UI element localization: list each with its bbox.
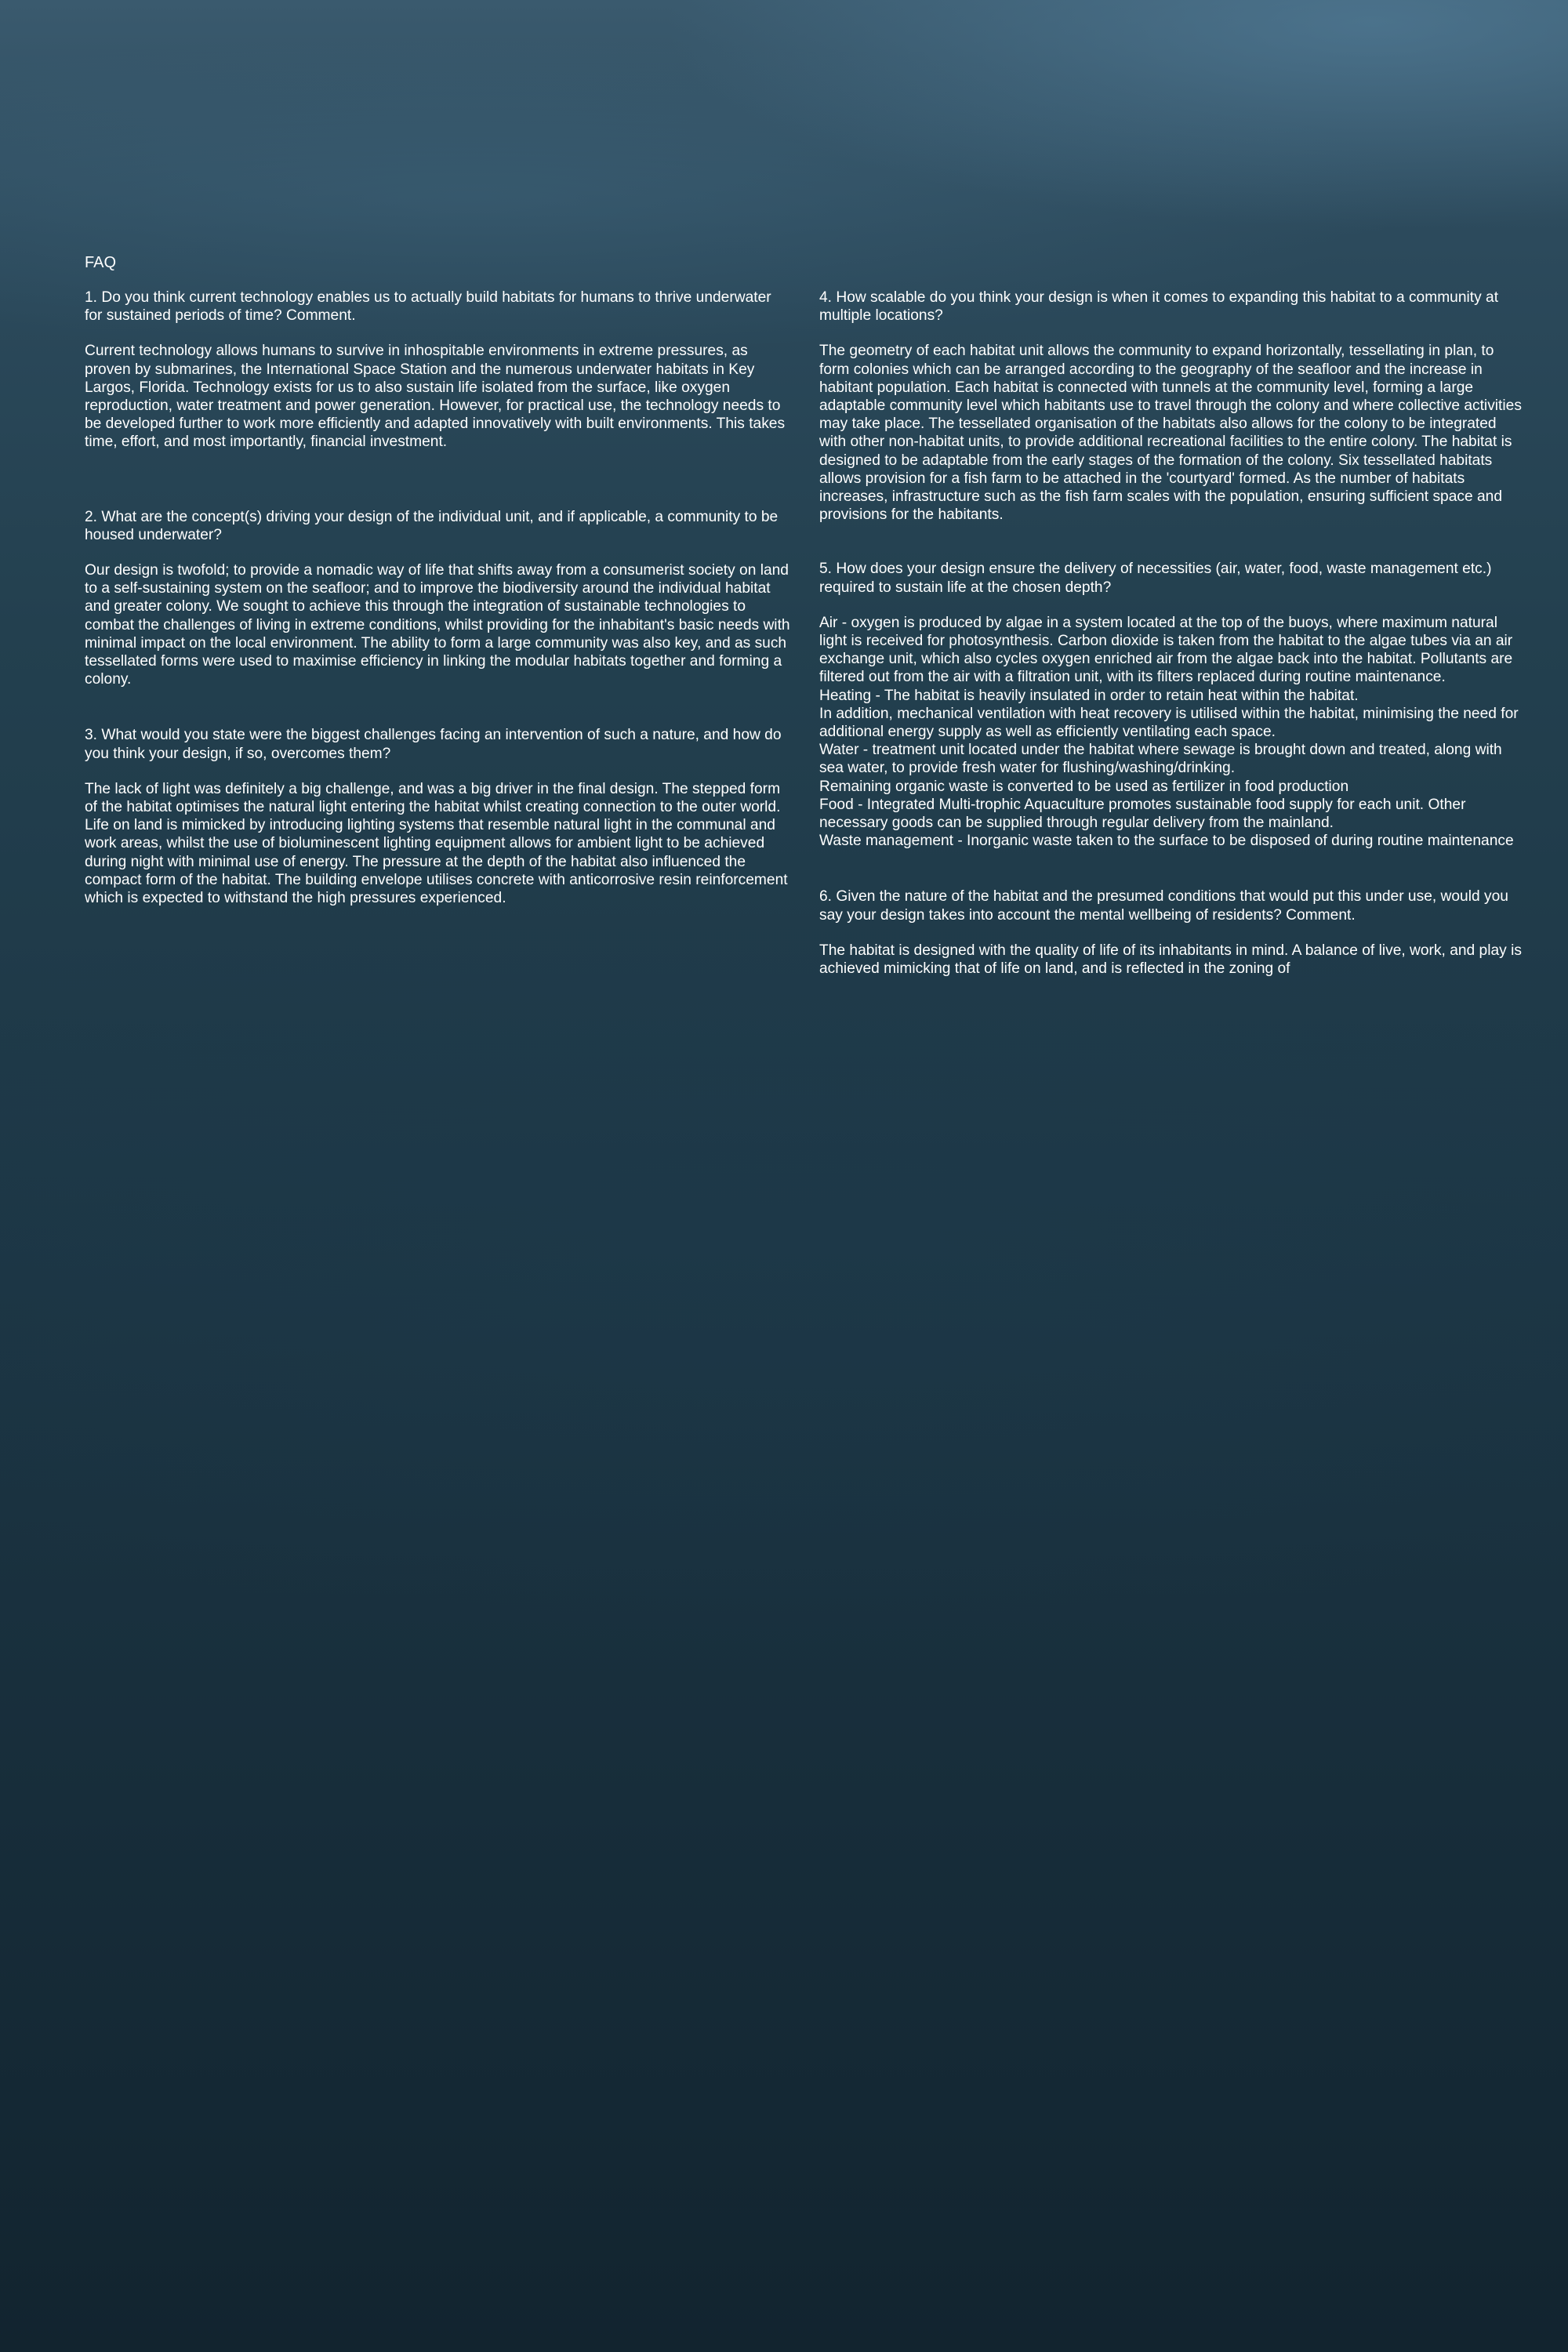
answer-5-ventilation: In addition, mechanical ventilation with heat recovery is utilised within the habitat, minimising the need for additional energy supply as well as efficiently ventilating each space. (819, 705, 1519, 741)
faq-column-left (85, 289, 790, 907)
faq-title: FAQ (85, 254, 117, 271)
faq-column-right (819, 289, 1525, 978)
faq-answer-4: The geometry of each habitat unit allows the community to expand horizontally, tessellating in plan, to form colonies which can be arranged according to the geography of the seafloor and the increase in habitant population. Each habitat is connected with tunnels at the community level, forming a large adaptable community level which habitants use to travel through the colony and where collective activities may take place. The tessellated organisation of the habitats also allows for the colony to be integrated with other non-habitat units, to provide additional recreational facilities to the entire colony. The habitat is designed to be adaptable from the early stages of the formation of the colony. Six tessellated habitats allows provision for a fish farm to be attached in the 'courtyard' formed. As the number of habitats increases, infrastructure such as the fish farm scales with the population, ensuring sufficient space and provisions for the habitants. (819, 343, 1522, 524)
faq-question-6: 6. Given the nature of the habitat and the presumed conditions that would put this under use, would you say your design takes into account the mental wellbeing of residents? Comment. (819, 888, 1508, 924)
faq-question-1: 1. Do you think current technology enables us to actually build habitats for humans to thrive underwater for sustained periods of time? Comment. (85, 289, 771, 325)
faq-item-3 (85, 726, 790, 907)
faq-question-4: 4. How scalable do you think your design is when it comes to expanding this habitat to a community at multiple locations? (819, 289, 1499, 325)
answer-5-heating: Heating - The habitat is heavily insulated in order to retain heat within the habitat. (819, 687, 1359, 704)
faq-question-2: 2. What are the concept(s) driving your design of the individual unit, and if applicable, a community to be housed underwater? (85, 508, 779, 543)
faq-question-3: 3. What would you state were the biggest challenges facing an intervention of such a nature, and how do you think your design, if so, overcomes them? (85, 727, 782, 762)
answer-5-organic-waste: Remaining organic waste is converted to be used as fertilizer in food production (819, 778, 1349, 795)
faq-answer-6: The habitat is designed with the quality of life of its inhabitants in mind. A balance of live, work, and play is achieved mimicking that of life on land, and is reflected in the zoning of (819, 942, 1522, 978)
faq-answer-3: The lack of light was definitely a big challenge, and was a big driver in the final design. The stepped form of the habitat optimises the natural light entering the habitat whilst creating connection to the outer world. Life on land is mimicked by introducing lighting systems that resemble natural light in the communal and work areas, whilst the use of bioluminescent lighting equipment allows for ambient light to be achieved during night with minimal use of energy. The pressure at the depth of the habitat also influenced the compact form of the habitat. The building envelope utilises concrete with anticorrosive resin reinforcement which is expected to withstand the high pressures experienced. (85, 780, 788, 907)
faq-answer-5 (819, 614, 1525, 851)
faq-answer-1: Current technology allows humans to survive in inhospitable environments in extreme pressures, as proven by submarines, the International Space Station and the numerous underwater habitats in Key Largos, Florida. Technology exists for us to also sustain life isolated from the surface, like oxygen reproduction, water treatment and power generation. However, for practical use, the technology needs to be developed further to work more efficiently and adapted innovatively with built environments. This takes time, effort, and most importantly, financial investment. (85, 343, 786, 451)
answer-5-water: Water - treatment unit located under the habitat where sewage is brought down and treated, along with sea water, to provide fresh water for flushing/washing/drinking. (819, 742, 1502, 777)
answer-5-food: Food - Integrated Multi-trophic Aquaculture promotes sustainable food supply for each unit. Other necessary goods can be supplied through regular delivery from the mainland. (819, 796, 1466, 832)
faq-item-4 (819, 289, 1525, 524)
faq-item-5 (819, 560, 1525, 850)
faq-item-6 (819, 887, 1525, 978)
answer-5-air: Air - oxygen is produced by algae in a system located at the top of the buoys, where maximum natural light is received for photosynthesis. Carbon dioxide is taken from the habitat to the algae tubes via an air exchange unit, which also cycles oxygen enriched air from the algae back into the habitat. Pollutants are filtered out from the air with a filtration unit, with its filters replaced during routine maintenance. (819, 614, 1513, 686)
faq-question-5: 5. How does your design ensure the delivery of necessities (air, water, food, waste management etc.) required to sustain life at the chosen depth? (819, 561, 1492, 596)
faq-answer-2: Our design is twofold; to provide a nomadic way of life that shifts away from a consumerist society on land to a self-sustaining system on the seafloor; and to improve the biodiversity around the individual habitat and greater colony. We sought to achieve this through the integration of sustainable technologies to combat the challenges of living in extreme conditions, whilst providing for the inhabitant's basic needs with minimal impact on the local environment. The ability to form a large community was also key, and as such tessellated forms were used to maximise efficiency in linking the modular habitats together and forming a colony. (85, 562, 790, 688)
answer-5-waste-management: Waste management - Inorganic waste taken to the surface to be disposed of during routine maintenance (819, 833, 1514, 850)
faq-item-1 (85, 289, 790, 452)
faq-item-2 (85, 508, 790, 689)
